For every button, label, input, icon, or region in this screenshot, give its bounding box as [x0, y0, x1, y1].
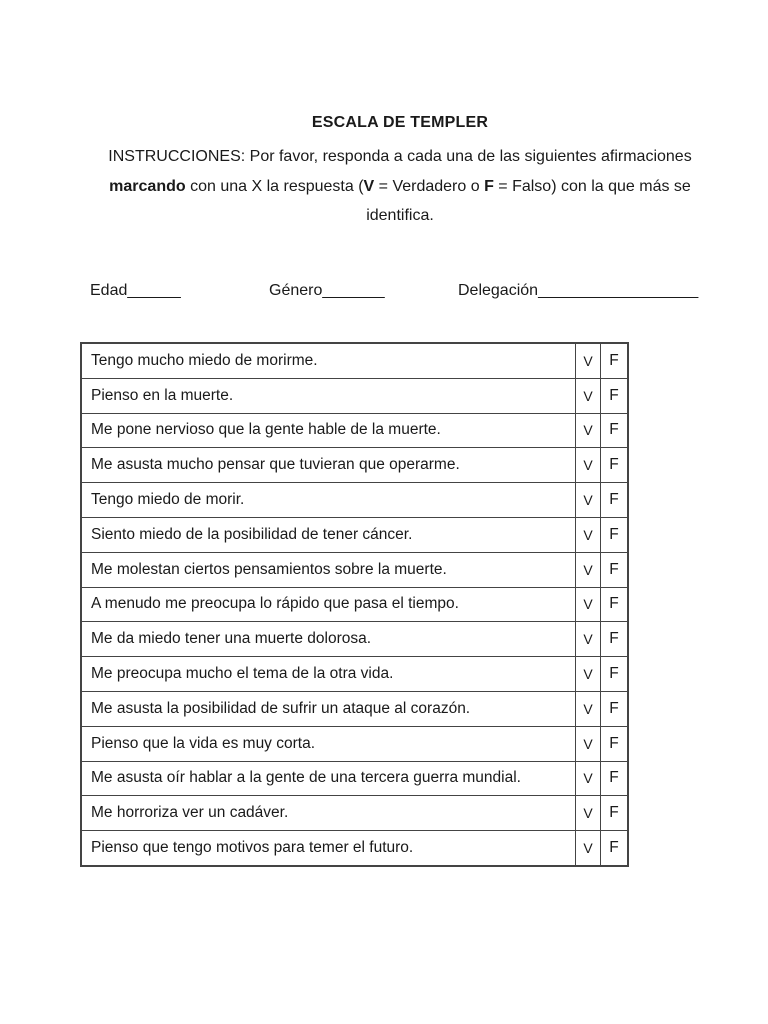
true-option-cell[interactable]: V: [576, 657, 601, 692]
instructions-bold-v: V: [363, 177, 375, 195]
table-row: [81, 552, 628, 587]
item-statement: Me asusta la posibilidad de sufrir un ataque al corazón.: [81, 691, 576, 726]
instructions-bold-f: F: [484, 177, 494, 195]
item-statement: Pienso en la muerte.: [81, 378, 576, 413]
true-option-cell[interactable]: V: [576, 831, 601, 866]
false-option-cell[interactable]: F: [601, 378, 629, 413]
item-statement: Tengo miedo de morir.: [81, 483, 576, 518]
false-option-cell[interactable]: F: [601, 587, 629, 622]
false-option-cell[interactable]: F: [601, 413, 629, 448]
genero-label: Género: [269, 282, 323, 299]
table-row: [81, 657, 628, 692]
false-option-cell[interactable]: F: [601, 343, 629, 378]
delegacion-label: Delegación: [458, 282, 539, 299]
true-option-cell[interactable]: V: [576, 726, 601, 761]
item-statement: Me preocupa mucho el tema de la otra vida.: [81, 657, 576, 692]
scale-table: [80, 342, 629, 867]
true-option-cell[interactable]: V: [576, 552, 601, 587]
false-option-cell[interactable]: F: [601, 761, 629, 796]
table-row: [81, 622, 628, 657]
false-option-cell[interactable]: F: [601, 831, 629, 866]
table-row: [81, 483, 628, 518]
item-statement: Me asusta mucho pensar que tuvieran que operarme.: [81, 448, 576, 483]
true-option-cell[interactable]: V: [576, 343, 601, 378]
table-row: [81, 587, 628, 622]
instructions-bold-marcando: marcando: [109, 177, 186, 195]
item-statement: Pienso que tengo motivos para temer el futuro.: [81, 831, 576, 866]
true-option-cell[interactable]: V: [576, 587, 601, 622]
instructions-paragraph: [80, 142, 720, 231]
page-title: ESCALA DE TEMPLER: [311, 114, 489, 131]
delegacion-field[interactable]: [458, 282, 698, 300]
edad-label: Edad: [90, 282, 128, 299]
false-option-cell[interactable]: F: [601, 726, 629, 761]
delegacion-blank[interactable]: __________________: [538, 282, 699, 299]
false-option-cell[interactable]: F: [601, 517, 629, 552]
table-row: [81, 343, 628, 378]
true-option-cell[interactable]: V: [576, 378, 601, 413]
true-option-cell[interactable]: V: [576, 517, 601, 552]
false-option-cell[interactable]: F: [601, 691, 629, 726]
false-option-cell[interactable]: F: [601, 483, 629, 518]
item-statement: Me da miedo tener una muerte dolorosa.: [81, 622, 576, 657]
table-row: [81, 796, 628, 831]
table-row: [81, 448, 628, 483]
table-row: [81, 761, 628, 796]
item-statement: Me molestan ciertos pensamientos sobre la muerte.: [81, 552, 576, 587]
true-option-cell[interactable]: V: [576, 691, 601, 726]
false-option-cell[interactable]: F: [601, 448, 629, 483]
item-statement: Me horroriza ver un cadáver.: [81, 796, 576, 831]
item-statement: Me pone nervioso que la gente hable de la muerte.: [81, 413, 576, 448]
table-row: [81, 691, 628, 726]
edad-blank[interactable]: ______: [127, 282, 181, 299]
true-option-cell[interactable]: V: [576, 622, 601, 657]
instructions-text-2: con una X la respuesta (: [185, 177, 364, 195]
true-option-cell[interactable]: V: [576, 761, 601, 796]
genero-blank[interactable]: _______: [322, 282, 385, 299]
table-row: [81, 413, 628, 448]
false-option-cell[interactable]: F: [601, 796, 629, 831]
instructions-text-4: = Falso) con la que más se identifica.: [366, 177, 691, 224]
false-option-cell[interactable]: F: [601, 552, 629, 587]
item-statement: Siento miedo de la posibilidad de tener cáncer.: [81, 517, 576, 552]
item-statement: A menudo me preocupa lo rápido que pasa el tiempo.: [81, 587, 576, 622]
table-row: [81, 378, 628, 413]
table-row: [81, 726, 628, 761]
edad-field[interactable]: [90, 282, 181, 300]
table-row: [81, 831, 628, 866]
false-option-cell[interactable]: F: [601, 657, 629, 692]
true-option-cell[interactable]: V: [576, 448, 601, 483]
item-statement: Pienso que la vida es muy corta.: [81, 726, 576, 761]
true-option-cell[interactable]: V: [576, 413, 601, 448]
genero-field[interactable]: [269, 282, 385, 300]
true-option-cell[interactable]: V: [576, 796, 601, 831]
item-statement: Tengo mucho miedo de morirme.: [81, 343, 576, 378]
true-option-cell[interactable]: V: [576, 483, 601, 518]
table-row: [81, 517, 628, 552]
respondent-fields: [90, 282, 730, 304]
instructions-text-1: INSTRUCCIONES: Por favor, responda a cada una de las siguientes afirmaciones: [108, 148, 692, 165]
instructions-text-3: = Verdadero o: [374, 177, 485, 195]
false-option-cell[interactable]: F: [601, 622, 629, 657]
item-statement: Me asusta oír hablar a la gente de una tercera guerra mundial.: [81, 761, 576, 796]
